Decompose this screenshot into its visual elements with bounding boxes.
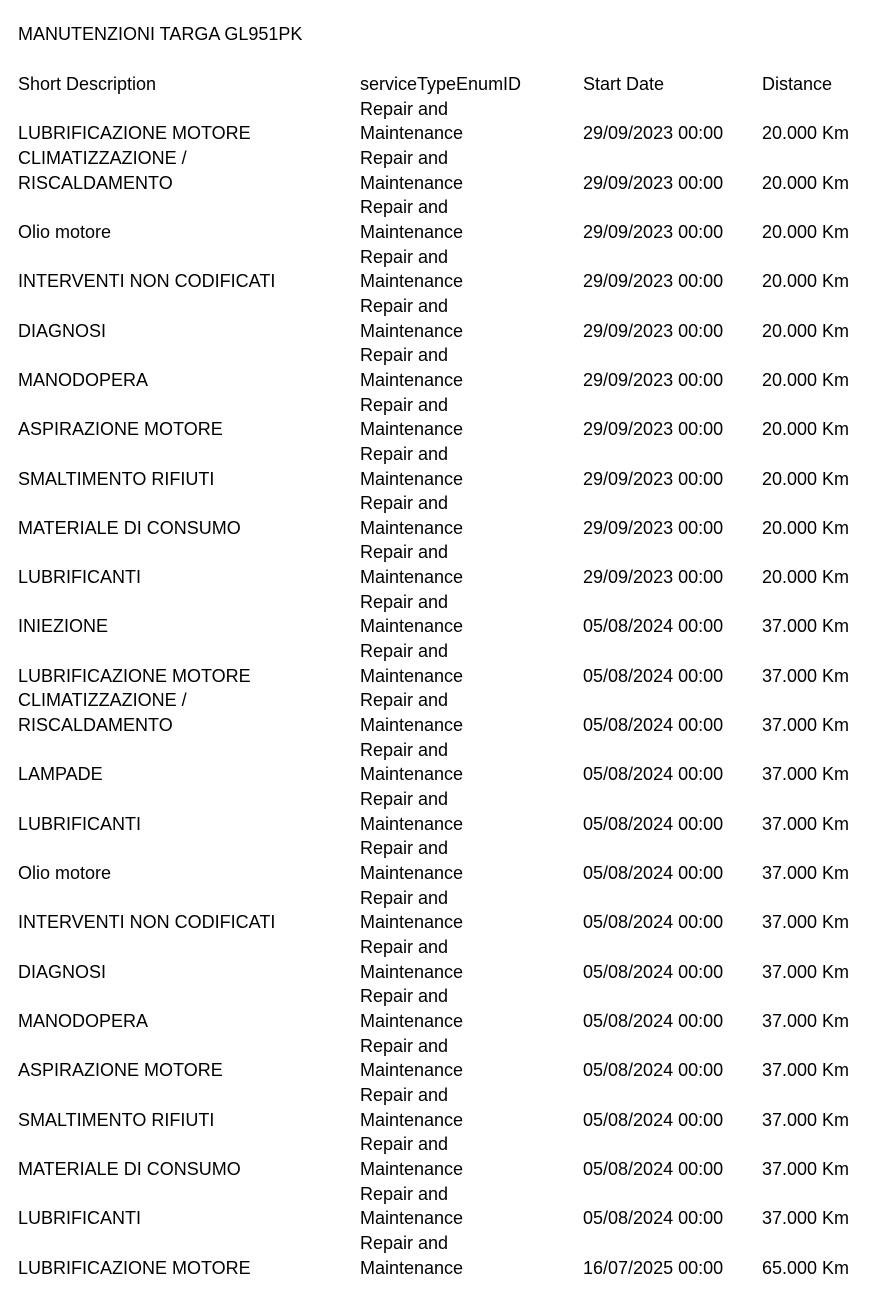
cell-short-description: ASPIRAZIONE MOTORE — [18, 419, 223, 440]
table-row — [18, 1034, 862, 1083]
cell-service-type: Repair and Maintenance — [360, 739, 464, 785]
cell-start-date: 29/09/2023 00:00 — [583, 221, 724, 242]
cell-start-date: 05/08/2024 00:00 — [583, 863, 724, 883]
cell-start-date: 29/09/2023 00:00 — [583, 517, 724, 538]
cell-service-type: Repair and Maintenance — [360, 1183, 464, 1229]
table-row — [18, 1132, 862, 1181]
cell-start-date: 05/08/2024 00:00 — [583, 1109, 724, 1130]
cell-service-type: Repair and Maintenance — [360, 246, 464, 292]
cell-short-description: MATERIALE DI CONSUMO — [18, 1158, 241, 1179]
cell-service-type: Repair and Maintenance — [360, 1232, 464, 1278]
table-row — [18, 343, 862, 392]
cell-service-type: Repair and Maintenance — [360, 1084, 464, 1130]
table-row — [18, 245, 862, 294]
cell-service-type: Repair and Maintenance — [360, 443, 464, 489]
cell-service-type: Repair and Maintenance — [360, 591, 464, 637]
table-row — [18, 836, 862, 885]
cell-short-description: INIEZIONE — [18, 616, 109, 637]
cell-distance: 20.000 Km — [762, 369, 850, 390]
cell-distance: 65.000 Km — [762, 1257, 850, 1278]
cell-start-date: 05/08/2024 00:00 — [583, 1060, 724, 1081]
table-row — [18, 1182, 862, 1231]
column-header-service-type: serviceTypeEnumID — [360, 74, 522, 94]
cell-service-type: Repair and Maintenance — [360, 1134, 464, 1179]
cell-short-description: LUBRIFICANTI — [18, 1208, 142, 1229]
cell-distance: 20.000 Km — [762, 517, 850, 538]
cell-service-type: Repair and Maintenance — [360, 887, 464, 933]
cell-short-description: CLIMATIZZAZIONE / RISCALDAMENTO — [18, 690, 187, 736]
cell-distance: 20.000 Km — [762, 419, 850, 440]
cell-short-description: LUBRIFICAZIONE MOTORE — [18, 123, 251, 144]
cell-short-description: MANODOPERA — [18, 369, 149, 390]
cell-service-type: Repair and Maintenance — [360, 936, 464, 982]
cell-start-date: 05/08/2024 00:00 — [583, 665, 724, 686]
cell-distance: 20.000 Km — [762, 320, 850, 341]
cell-start-date: 05/08/2024 00:00 — [583, 1208, 724, 1229]
cell-distance: 37.000 Km — [762, 912, 850, 933]
cell-distance: 37.000 Km — [762, 863, 850, 883]
cell-service-type: Repair and Maintenance — [360, 345, 464, 390]
cell-start-date: 05/08/2024 00:00 — [583, 1158, 724, 1179]
cell-service-type: Repair and Maintenance — [360, 147, 464, 193]
cell-start-date: 16/07/2025 00:00 — [583, 1257, 724, 1278]
column-header-start-date: Start Date — [583, 74, 665, 94]
cell-start-date: 05/08/2024 00:00 — [583, 616, 724, 637]
cell-short-description: LUBRIFICAZIONE MOTORE — [18, 1257, 251, 1278]
cell-start-date: 29/09/2023 00:00 — [583, 567, 724, 588]
table-row — [18, 984, 862, 1033]
cell-start-date: 05/08/2024 00:00 — [583, 1010, 724, 1031]
cell-service-type: Repair and Maintenance — [360, 789, 464, 834]
table-row — [18, 146, 862, 195]
cell-start-date: 05/08/2024 00:00 — [583, 961, 724, 982]
table-row — [18, 738, 862, 787]
cell-distance: 37.000 Km — [762, 1208, 850, 1229]
cell-service-type: Repair and Maintenance — [360, 98, 464, 144]
cell-start-date: 05/08/2024 00:00 — [583, 912, 724, 933]
cell-distance: 20.000 Km — [762, 221, 850, 242]
cell-service-type: Repair and Maintenance — [360, 838, 464, 883]
cell-distance: 20.000 Km — [762, 123, 850, 144]
cell-short-description: MANODOPERA — [18, 1010, 149, 1031]
cell-short-description: LUBRIFICANTI — [18, 567, 142, 588]
table-row — [18, 195, 862, 244]
cell-distance: 37.000 Km — [762, 1010, 850, 1031]
cell-service-type: Repair and Maintenance — [360, 394, 464, 440]
table-row — [18, 491, 862, 540]
cell-start-date: 29/09/2023 00:00 — [583, 468, 724, 489]
cell-short-description: INTERVENTI NON CODIFICATI — [18, 271, 276, 292]
table-row — [18, 886, 862, 935]
cell-service-type: Repair and Maintenance — [360, 641, 464, 686]
cell-distance: 37.000 Km — [762, 715, 850, 736]
cell-short-description: SMALTIMENTO RIFIUTI — [18, 468, 215, 489]
cell-distance: 37.000 Km — [762, 616, 850, 637]
cell-short-description: LAMPADE — [18, 764, 103, 785]
cell-service-type: Repair and Maintenance — [360, 690, 464, 736]
cell-distance: 37.000 Km — [762, 1060, 850, 1081]
table-row — [18, 590, 862, 639]
column-header-short-description: Short Description — [18, 74, 157, 94]
table-header-row — [18, 72, 862, 97]
cell-short-description: LUBRIFICANTI — [18, 813, 142, 834]
cell-start-date: 29/09/2023 00:00 — [583, 271, 724, 292]
cell-start-date: 05/08/2024 00:00 — [583, 764, 724, 785]
cell-service-type: Repair and Maintenance — [360, 197, 464, 242]
table-body — [18, 97, 862, 1281]
cell-distance: 37.000 Km — [762, 764, 850, 785]
cell-short-description: Olio motore — [18, 221, 112, 242]
cell-distance: 37.000 Km — [762, 1109, 850, 1130]
table-row — [18, 97, 862, 146]
cell-service-type: Repair and Maintenance — [360, 493, 464, 538]
cell-distance: 37.000 Km — [762, 961, 850, 982]
cell-short-description: Olio motore — [18, 863, 112, 883]
column-header-distance: Distance — [762, 74, 833, 94]
cell-start-date: 29/09/2023 00:00 — [583, 320, 724, 341]
table-row — [18, 1231, 862, 1280]
table-row — [18, 442, 862, 491]
table-row — [18, 393, 862, 442]
cell-start-date: 29/09/2023 00:00 — [583, 172, 724, 193]
maintenance-table — [18, 72, 862, 1280]
cell-distance: 37.000 Km — [762, 1158, 850, 1179]
cell-short-description: DIAGNOSI — [18, 320, 107, 341]
cell-start-date: 05/08/2024 00:00 — [583, 715, 724, 736]
cell-short-description: MATERIALE DI CONSUMO — [18, 517, 241, 538]
cell-service-type: Repair and Maintenance — [360, 542, 464, 588]
table-row — [18, 1083, 862, 1132]
cell-distance: 20.000 Km — [762, 271, 850, 292]
table-row — [18, 639, 862, 688]
cell-start-date: 29/09/2023 00:00 — [583, 123, 724, 144]
table-row — [18, 294, 862, 343]
cell-short-description: LUBRIFICAZIONE MOTORE — [18, 665, 251, 686]
cell-service-type: Repair and Maintenance — [360, 986, 464, 1031]
table-row — [18, 540, 862, 589]
page-title: MANUTENZIONI TARGA GL951PK — [18, 24, 303, 44]
cell-short-description: DIAGNOSI — [18, 961, 107, 982]
cell-service-type: Repair and Maintenance — [360, 295, 464, 341]
table-row — [18, 787, 862, 836]
cell-short-description: SMALTIMENTO RIFIUTI — [18, 1109, 215, 1130]
cell-start-date: 29/09/2023 00:00 — [583, 369, 724, 390]
cell-distance: 37.000 Km — [762, 813, 850, 834]
cell-short-description: ASPIRAZIONE MOTORE — [18, 1060, 223, 1081]
table-row — [18, 935, 862, 984]
cell-start-date: 05/08/2024 00:00 — [583, 813, 724, 834]
cell-distance: 20.000 Km — [762, 172, 850, 193]
table-row — [18, 688, 862, 737]
cell-service-type: Repair and Maintenance — [360, 1035, 464, 1081]
cell-short-description: INTERVENTI NON CODIFICATI — [18, 912, 276, 933]
cell-short-description: CLIMATIZZAZIONE / RISCALDAMENTO — [18, 147, 187, 193]
cell-distance: 37.000 Km — [762, 665, 850, 686]
cell-distance: 20.000 Km — [762, 468, 850, 489]
cell-distance: 20.000 Km — [762, 567, 850, 588]
cell-start-date: 29/09/2023 00:00 — [583, 419, 724, 440]
